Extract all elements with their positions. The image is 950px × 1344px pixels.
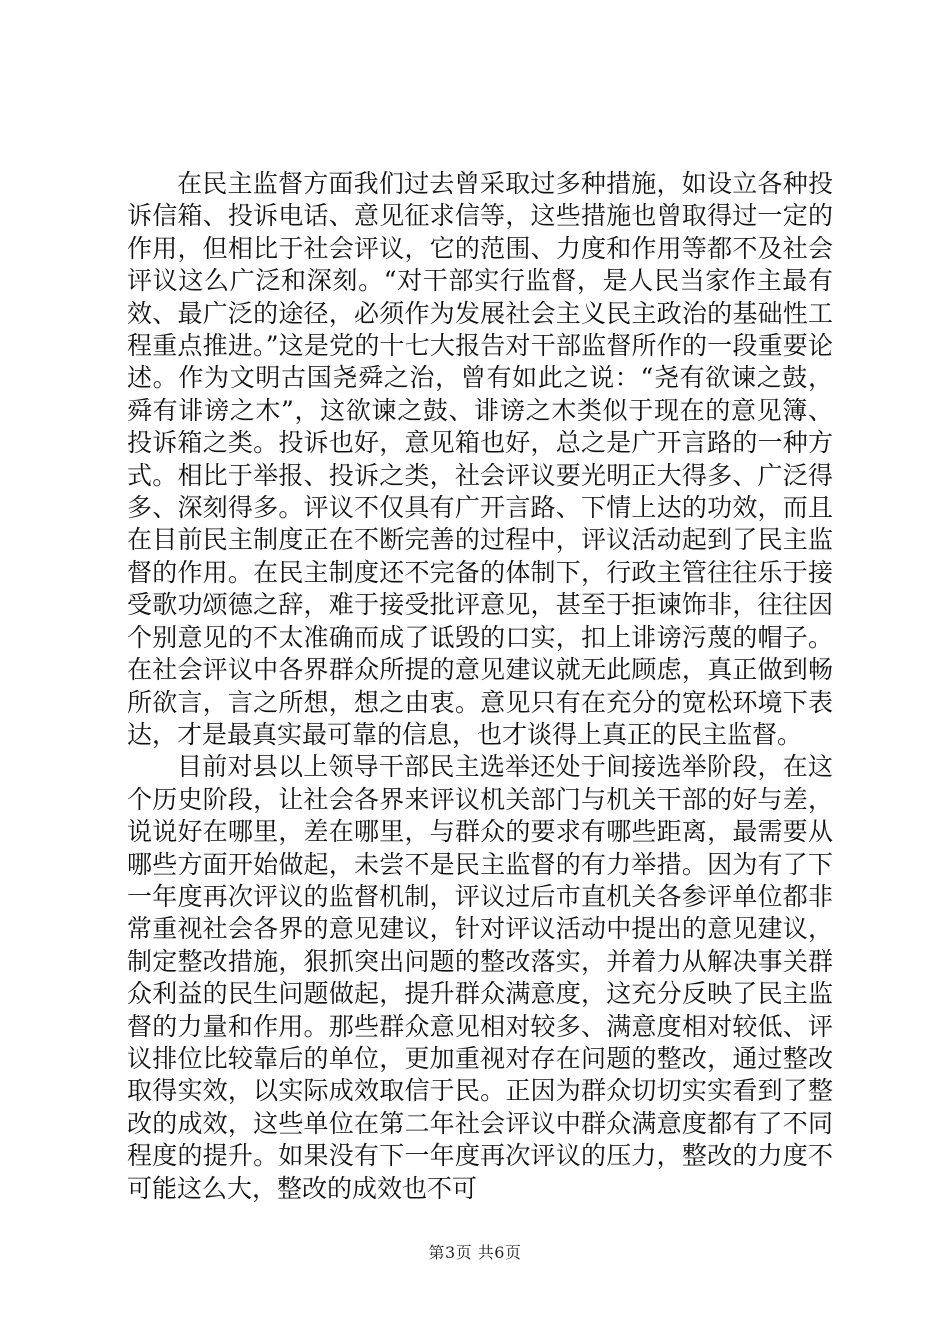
document-body <box>127 168 833 1205</box>
paragraph-2: 目前对县以上领导干部民主选举还处于间接选举阶段，在这个历史阶段，让社会各界来评议机关部门与机关干部的好与差，说说好在哪里，差在哪里，与群众的要求有哪些距离，最需要从哪些方面开始做起，未尝不是民主监督的有力举措。因为有了下一年度再次评议的监督机制，评议过后市直机关各参评单位都非常重视社会各界的意见建议，针对评议活动中提出的意见建议，制定整改措施，狠抓突出问题的整改落实，并着力从解决事关群众利益的民生问题做起，提升群众满意度，这充分反映了民主监督的力量和作用。那些群众意见相对较多、满意度相对较低、评议排位比较靠后的单位，更加重视对存在问题的整改，通过整改取得实效，以实际成效取信于民。正因为群众切切实实看到了整改的成效，这些单位在第二年社会评议中群众满意度都有了不同程度的提升。如果没有下一年度再次评议的压力，整改的力度不可能这么大，整改的成效也不可 <box>127 752 833 1203</box>
paragraph-1: 在民主监督方面我们过去曾采取过多种措施，如设立各种投诉信箱、投诉电话、意见征求信等，这些措施也曾取得过一定的作用，但相比于社会评议，它的范围、力度和作用等都不及社会评议这么广泛和深刻。“对干部实行监督，是人民当家作主最有效、最广泛的途径，必须作为发展社会主义民主政治的基础性工程重点推进。”这是党的十七大报告对干部监督所作的一段重要论述。作为文明古国尧舜之治，曾有如此之说：“尧有欲谏之鼓，舜有诽谤之木”，这欲谏之鼓、诽谤之木类似于现在的意见簿、投诉箱之类。投诉也好，意见箱也好，总之是广开言路的一种方式。相比于举报、投诉之类，社会评议要光明正大得多、广泛得多、深刻得多。评议不仅具有广开言路、下情上达的功效，而且在目前民主制度正在不断完善的过程中，评议活动起到了民主监督的作用。在民主制度还不完备的体制下，行政主管往往乐于接受歌功颂德之辞，难于接受批评意见，甚至于拒谏饰非，往往因个别意见的不太准确而成了诋毁的口实，扣上诽谤污蔑的帽子。在社会评议中各界群众所提的意见建议就无此顾虑，真正做到畅所欲言，言之所想，想之由衷。意见只有在充分的宽松环境下表达，才是最真实最可靠的信息，也才谈得上真正的民主监督。 <box>127 169 833 749</box>
page-footer: 第3页 共6页 <box>428 1243 522 1262</box>
